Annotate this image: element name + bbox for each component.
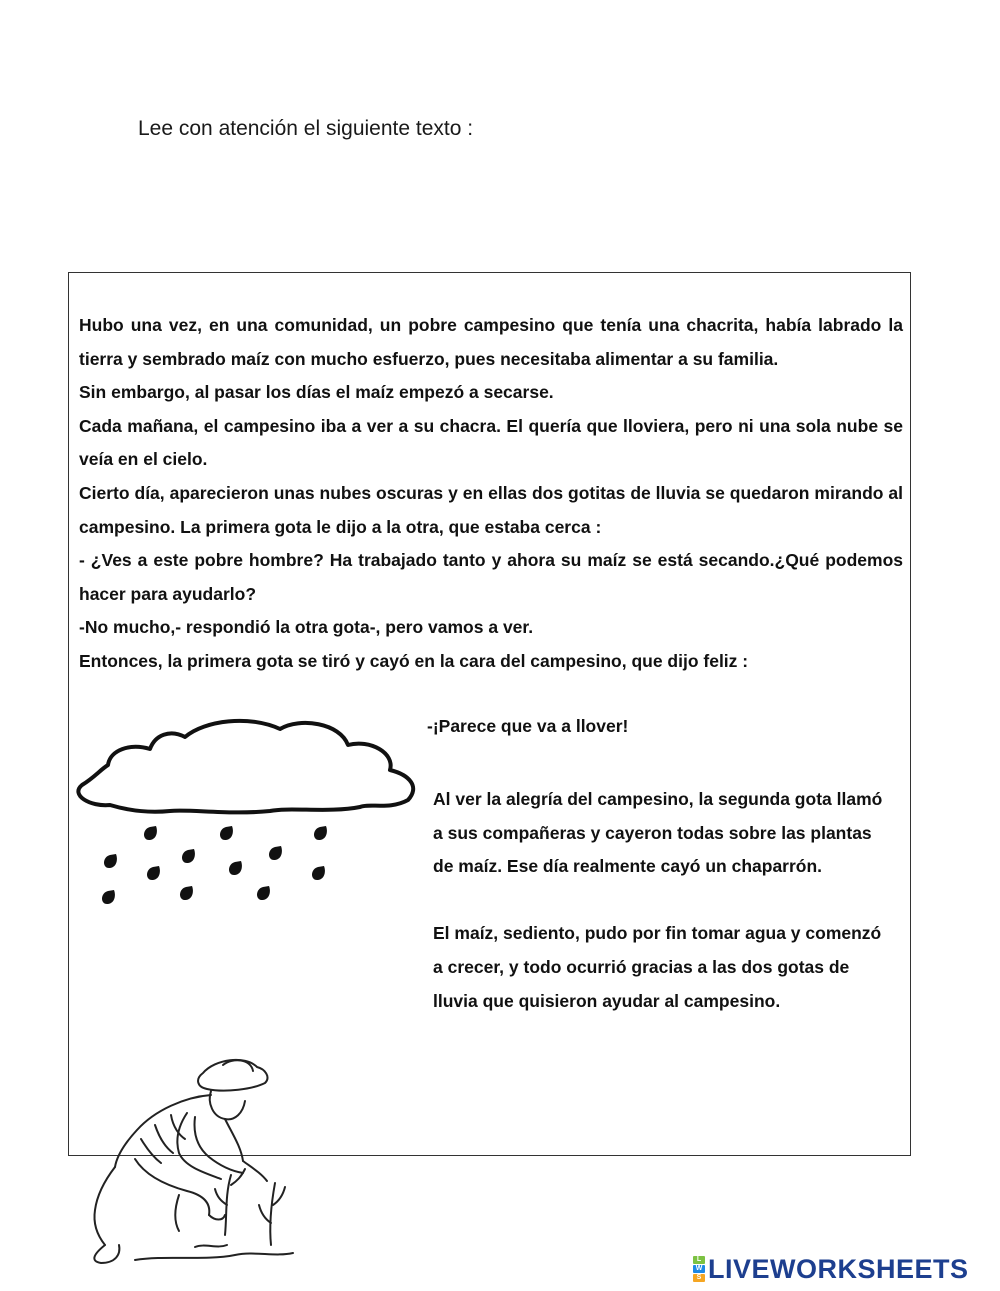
story-paragraph-3: Cada mañana, el campesino iba a ver a su chacra. El quería que lloviera, pero ni una sola nube se veía en el cielo. [79,415,903,470]
story-paragraph-2: Sin embargo, al pasar los días el maíz empezó a secarse. [79,382,554,403]
story-column-text [433,783,883,1052]
logo-block-3: S [693,1274,705,1282]
story-box [68,272,911,1156]
story-paragraph-5: - ¿Ves a este pobre hombre? Ha trabajado tanto y ahora su maíz se está secando.¿Qué podemos hacer para ayudarlo? [79,550,903,604]
story-text [79,309,903,679]
liveworksheets-logo [693,1252,969,1286]
rain-drops [102,826,327,904]
column-paragraph-1: Al ver la alegría del campesino, la segunda gota llamó a sus compañeras y cayeron todas sobre las plantas de maíz. Ese día realmente cayó un chaparrón. [433,789,883,877]
story-paragraph-4: Cierto día, aparecieron unas nubes oscuras y en ellas dos gotitas de lluvia se quedaron mirando al campesino. La primera gota le dijo a la otra, que estaba cerca : [79,482,903,537]
logo-block-1: L [693,1256,705,1264]
story-paragraph-1: Hubo una vez, en una comunidad, un pobre campesino que tenía una chacrita, había labrado la tierra y sembrado maíz con mucho esfuerzo, pues necesitaba alimentar a su familia. [79,315,903,369]
column-paragraph-2: El maíz, sediento, pudo por fin tomar agua y comenzó a crecer, y todo ocurrió gracias a las dos gotas de lluvia que quisieron ayudar al campesino. [433,923,882,1011]
story-paragraph-7: Entonces, la primera gota se tiró y cayó en la cara del campesino, que dijo feliz : [79,650,749,671]
rain-cloud-icon [70,715,420,915]
logo-blocks-icon [693,1256,705,1282]
exclamation-text: -¡Parece que va a llover! [427,716,629,736]
instruction-text: Lee con atención el siguiente texto : [138,117,474,140]
farmer-planting-icon [75,1055,295,1270]
logo-block-2: W [693,1265,705,1273]
story-paragraph-6: -No mucho,- respondió la otra gota-, pero vamos a ver. [79,617,534,638]
logo-text: LIVEWORKSHEETS [708,1253,969,1284]
